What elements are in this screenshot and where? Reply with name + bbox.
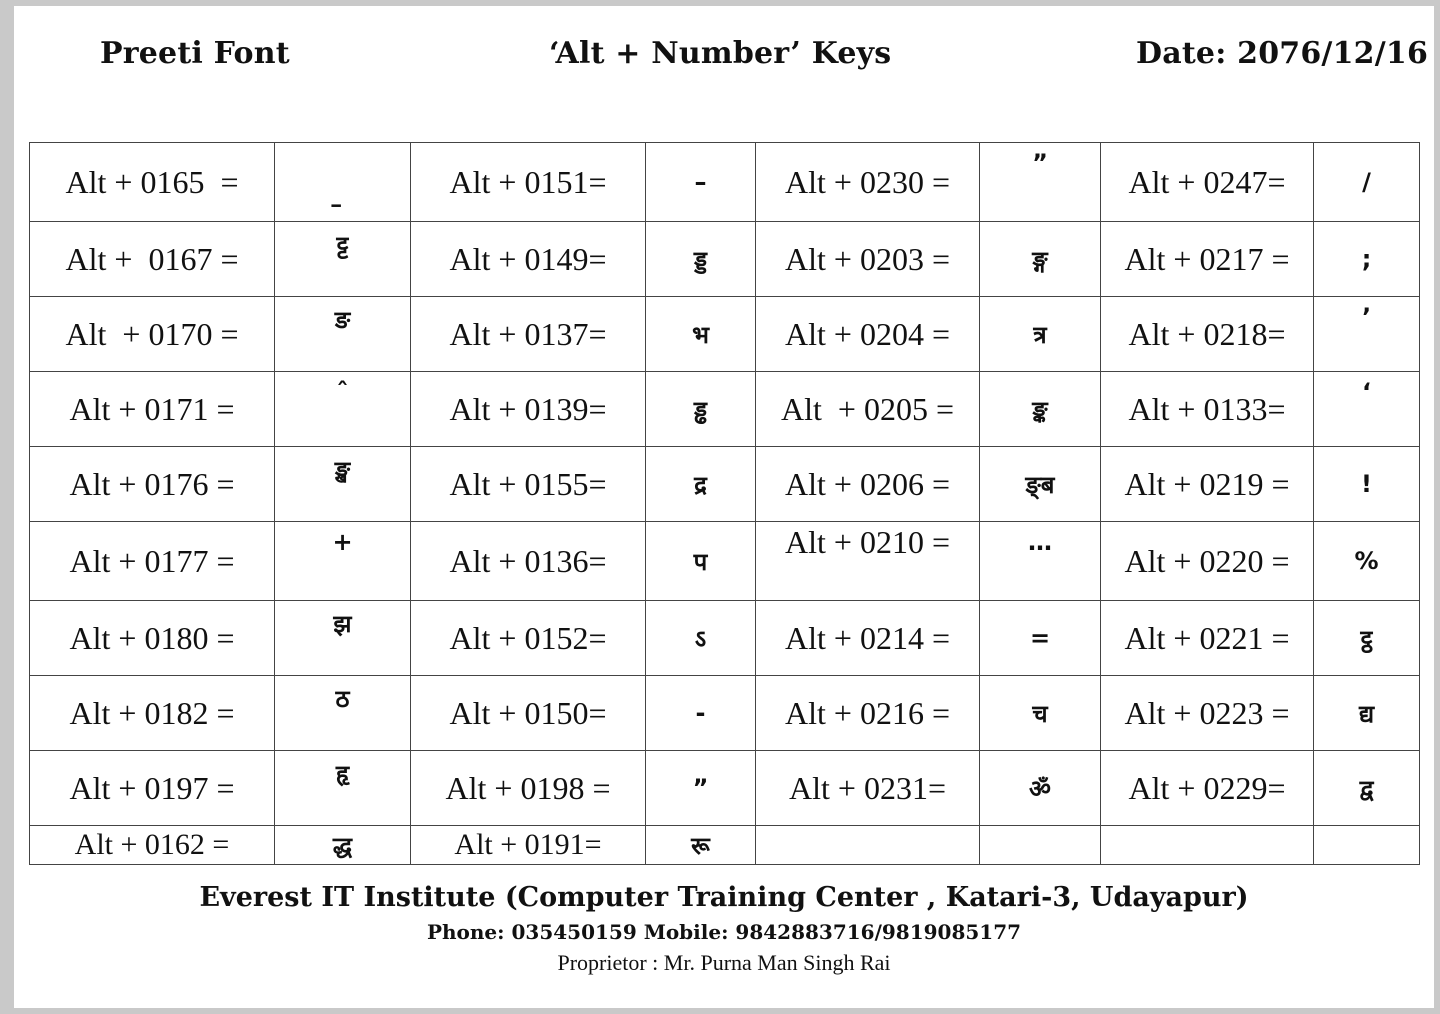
table-row [30, 676, 1420, 751]
table-row [30, 143, 1420, 222]
key-glyph: ङ्ब [980, 447, 1101, 522]
document-page [14, 6, 1434, 1008]
key-code: Alt + 0198 = [411, 751, 646, 826]
key-glyph: ड्ढ [646, 372, 756, 447]
key-code: Alt + 0170 = [30, 297, 275, 372]
key-glyph: ” [980, 143, 1101, 222]
key-glyph [275, 143, 411, 222]
key-code: Alt + 0231= [756, 751, 980, 826]
key-code: Alt + 0197 = [30, 751, 275, 826]
key-code: Alt + 0218= [1101, 297, 1314, 372]
contact-phone: Phone: 035450159 Mobile: 9842883716/9819085177 [426, 920, 1022, 944]
key-glyph: - [646, 676, 756, 751]
key-code: Alt + 0139= [411, 372, 646, 447]
key-code: Alt + 0137= [411, 297, 646, 372]
key-glyph: ङ्क [980, 372, 1101, 447]
key-glyph: ” [646, 751, 756, 826]
key-code: Alt + 0229= [1101, 751, 1314, 826]
key-code: Alt + 0165 = [30, 143, 275, 222]
alt-key-table [29, 142, 1420, 865]
key-code: Alt + 0171 = [30, 372, 275, 447]
key-glyph: … [980, 522, 1101, 601]
table-row [30, 751, 1420, 826]
key-code: Alt + 0149= [411, 222, 646, 297]
key-code: Alt + 0136= [411, 522, 646, 601]
key-glyph: ! [1314, 447, 1420, 522]
key-glyph: ˆ [275, 372, 411, 447]
key-code: Alt + 0150= [411, 676, 646, 751]
key-glyph: ङ्ग [980, 222, 1101, 297]
key-glyph: द्र [646, 447, 756, 522]
key-code: Alt + 0205 = [756, 372, 980, 447]
institute-name: Everest IT Institute (Computer Training Center , Katari-3, Udayapur) [199, 882, 1249, 913]
key-code: Alt + 0133= [1101, 372, 1314, 447]
key-glyph: ऽ [646, 601, 756, 676]
key-code: Alt + 0162 = [30, 826, 275, 865]
key-glyph: च [980, 676, 1101, 751]
key-glyph [980, 826, 1101, 865]
key-code: Alt + 0180 = [30, 601, 275, 676]
key-code [756, 826, 980, 865]
key-code: Alt + 0204 = [756, 297, 980, 372]
key-code: Alt + 0214 = [756, 601, 980, 676]
key-glyph: = [980, 601, 1101, 676]
key-glyph: ॐ [980, 751, 1101, 826]
key-glyph: + [275, 522, 411, 601]
key-code: Alt + 0151= [411, 143, 646, 222]
key-code: Alt + 0223 = [1101, 676, 1314, 751]
key-glyph: ड्ड [646, 222, 756, 297]
key-glyph: त्र [980, 297, 1101, 372]
key-code: Alt + 0220 = [1101, 522, 1314, 601]
key-glyph: द्ध [275, 826, 411, 865]
key-code: Alt + 0219 = [1101, 447, 1314, 522]
key-code [1101, 826, 1314, 865]
key-glyph: ङ्ख [275, 447, 411, 522]
table-row [30, 601, 1420, 676]
key-code: Alt + 0230 = [756, 143, 980, 222]
key-glyph: द्य [1314, 676, 1420, 751]
key-glyph: प [646, 522, 756, 601]
key-code: Alt + 0206 = [756, 447, 980, 522]
page-title: ‘Alt + Number’ Keys [549, 36, 892, 71]
key-glyph: झ [275, 601, 411, 676]
key-glyph: रू [646, 826, 756, 865]
table-row [30, 826, 1420, 865]
key-glyph: ; [1314, 222, 1420, 297]
key-glyph: ठ [275, 676, 411, 751]
key-glyph: / [1314, 143, 1420, 222]
key-code: Alt + 0167 = [30, 222, 275, 297]
key-glyph: % [1314, 522, 1420, 601]
table-row [30, 222, 1420, 297]
key-glyph: ‘ [1314, 372, 1420, 447]
table-row [30, 522, 1420, 601]
table-row [30, 297, 1420, 372]
key-glyph: ट्ठ [1314, 601, 1420, 676]
key-glyph: हृ [275, 751, 411, 826]
key-glyph: – [646, 143, 756, 222]
key-code: Alt + 0247= [1101, 143, 1314, 222]
key-code: Alt + 0217 = [1101, 222, 1314, 297]
key-code: Alt + 0176 = [30, 447, 275, 522]
key-code: Alt + 0177 = [30, 522, 275, 601]
key-glyph: ङ [275, 297, 411, 372]
key-code: Alt + 0221 = [1101, 601, 1314, 676]
key-code: Alt + 0203 = [756, 222, 980, 297]
key-code: Alt + 0182 = [30, 676, 275, 751]
proprietor-line: Proprietor : Mr. Purna Man Singh Rai [557, 950, 891, 975]
key-code: Alt + 0191= [411, 826, 646, 865]
key-glyph: भ [646, 297, 756, 372]
font-name-heading: Preeti Font [100, 36, 290, 71]
key-glyph: ’ [1314, 297, 1420, 372]
key-code: Alt + 0216 = [756, 676, 980, 751]
key-glyph [1314, 826, 1420, 865]
key-code: Alt + 0210 = [756, 522, 980, 601]
table-row [30, 372, 1420, 447]
key-code: Alt + 0155= [411, 447, 646, 522]
key-code: Alt + 0152= [411, 601, 646, 676]
key-glyph: ट्ट [275, 222, 411, 297]
key-glyph: द्व [1314, 751, 1420, 826]
table-row [30, 447, 1420, 522]
date-heading: Date: 2076/12/16 [1136, 36, 1429, 71]
